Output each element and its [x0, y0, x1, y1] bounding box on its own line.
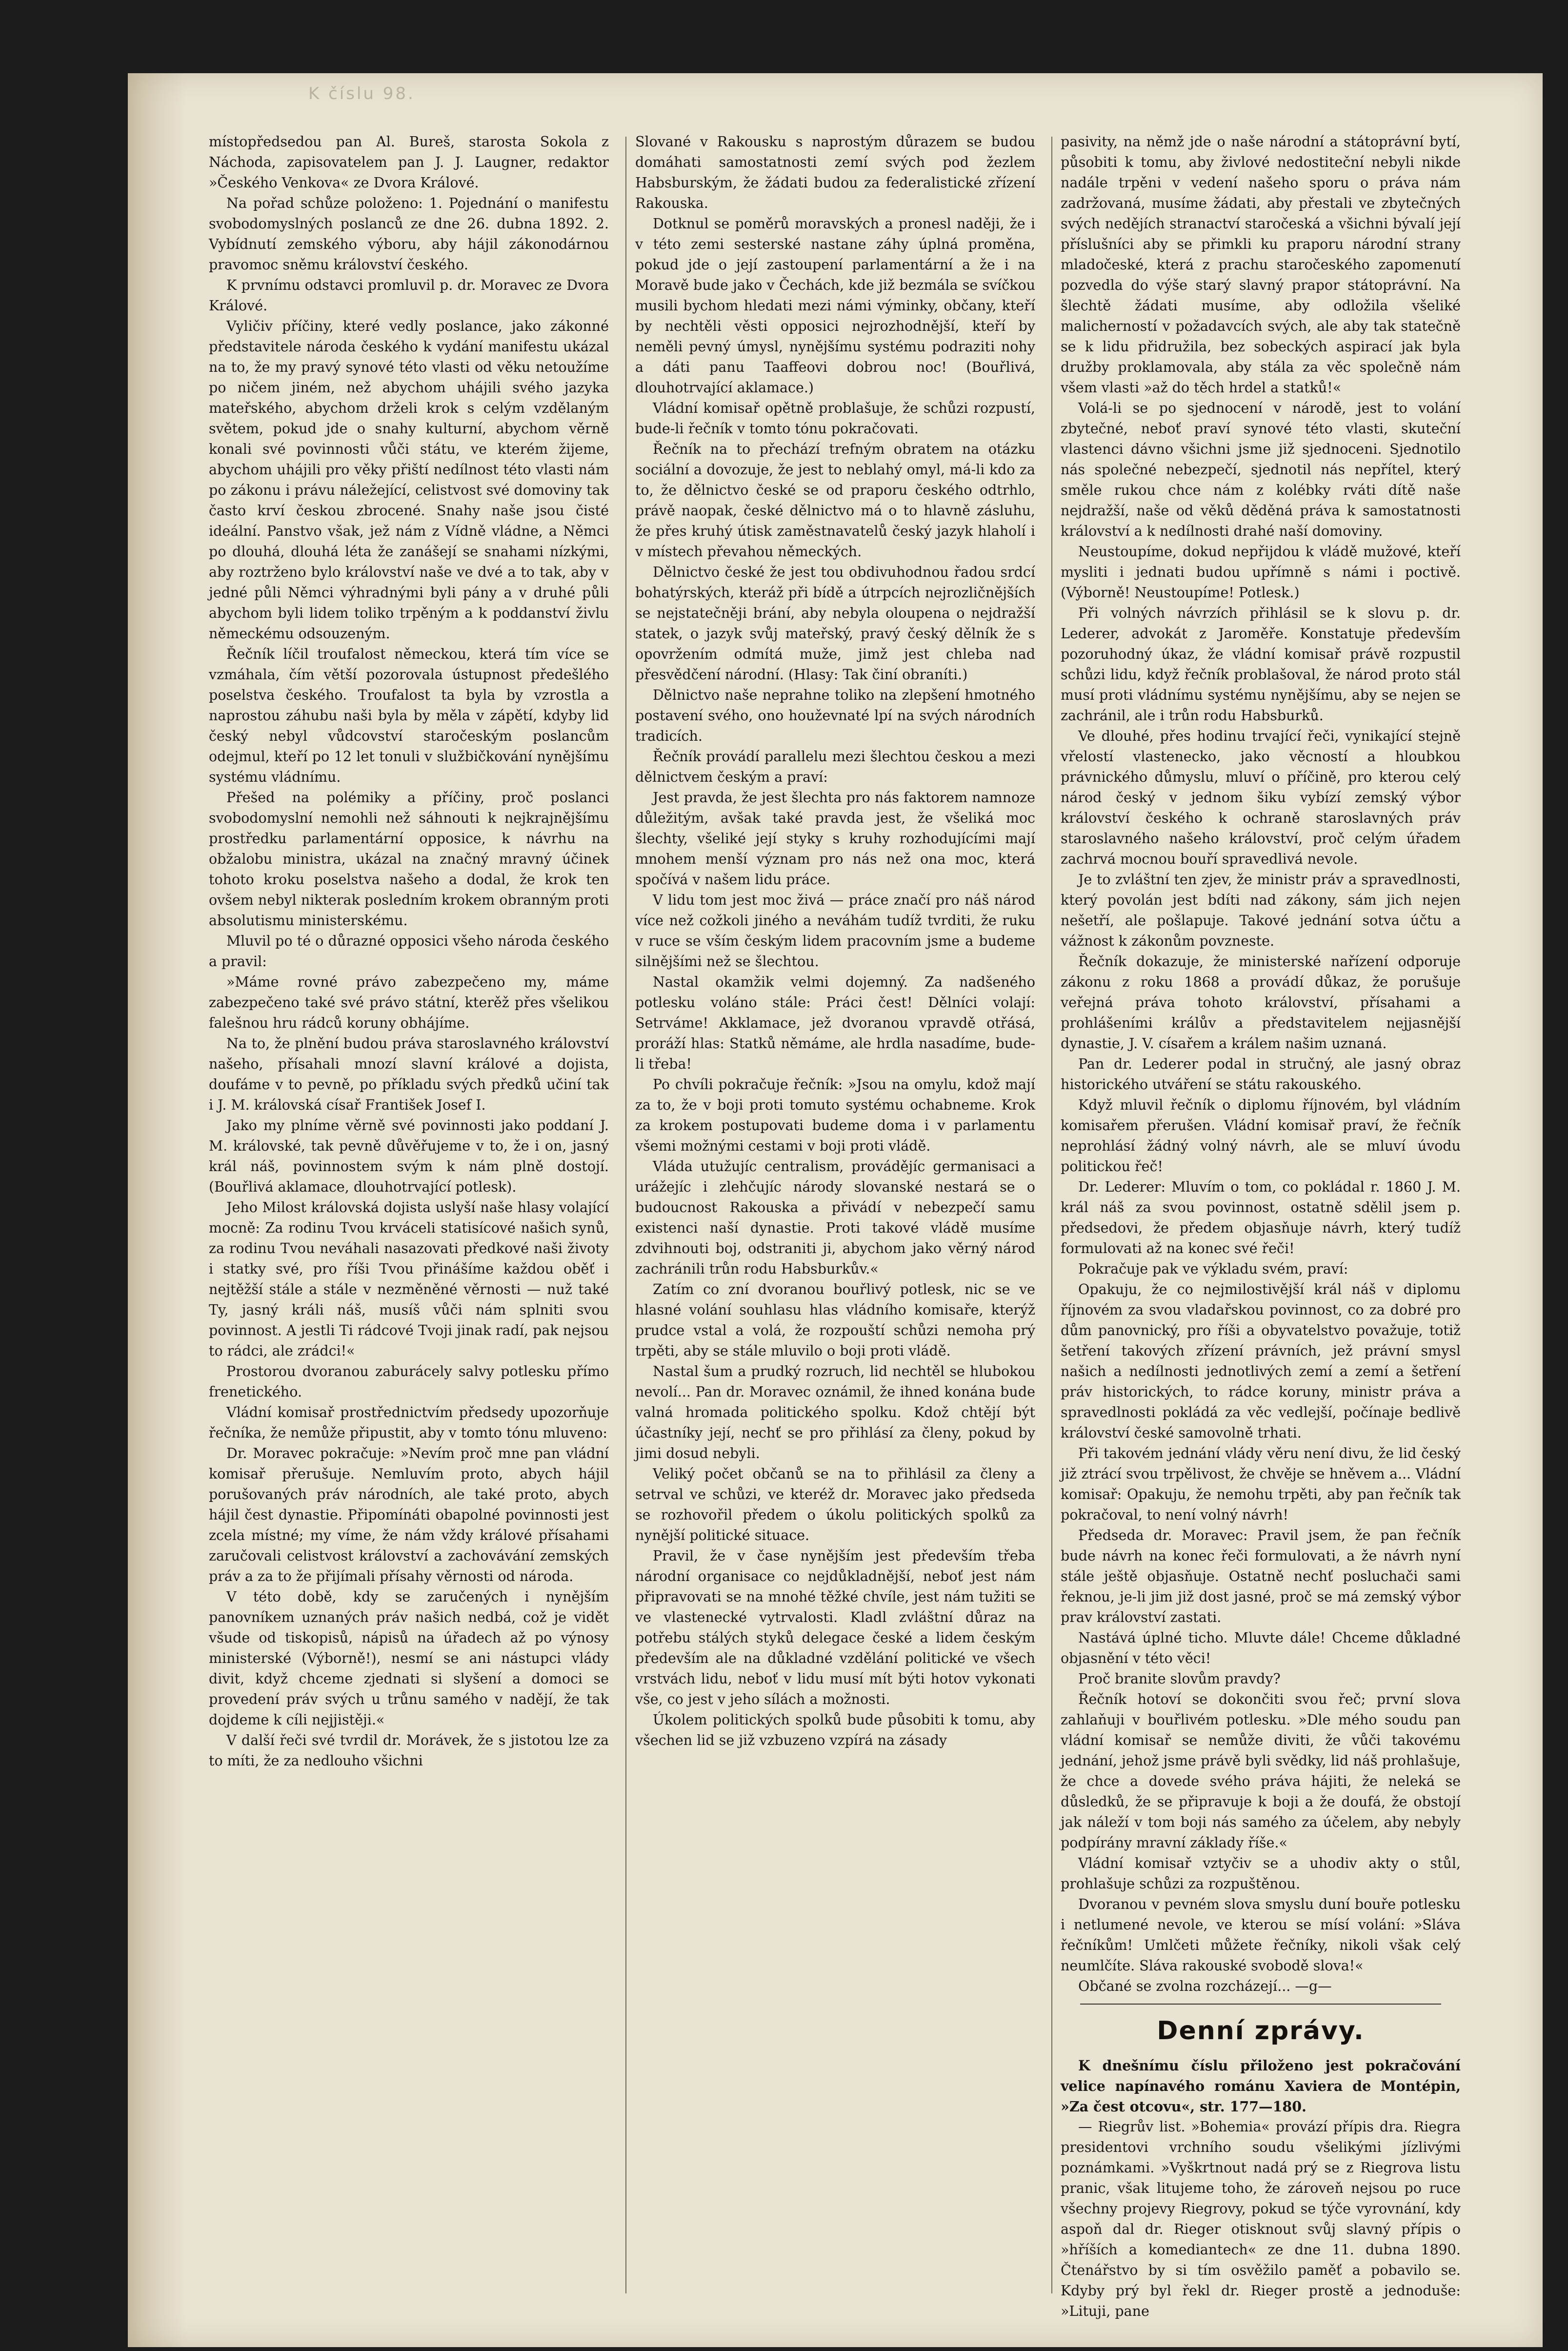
article-paragraph: Řečník na to přechází trefným obratem na otázku sociální a dovozuje, že jest to neblahý omyl, má-li kdo za to, že dělnictvo české se od praporu českého odtrhlo, právě naopak, české dělnictvo má o to hlavně zásluhu, že přes kruhý útisk zaměstnavatelů český jazyk hlaholí i v místech převahou německých.: [635, 441, 1035, 560]
section-title: Denní zprávy.: [1157, 2016, 1365, 2046]
column-divider: [1051, 137, 1052, 2293]
article-paragraph: Dvoranou v pevném slova smyslu duní bouře potlesku i netlumené nevole, ve kterou se mísí volání: »Sláva řečníkům! Umlčeti můžete řečníky, nikoli však celý neumlčíte. Sláva rakouské svobodě slova!«: [1061, 1896, 1461, 1974]
article-paragraph: Vyličiv příčiny, které vedly poslance, jako zákonné představitele národa českého k vydání manifestu ukázal na to, že my pravý synové této vlasti od věku netoužíme po ničem jiném, než abychom uhájili svého jazyka mateřského, abychom drželi krok s celým vzdělaným světem, pokud jde o snahy kulturní, abychom věrně konali své povinnosti vůči státu, ve kterém žijeme, abychom uhájili pro věky přiští nedílnost této vlasti nám po zákonu i právu náležející, celistvost své domoviny tak často krví českou zbrocené. Snahy naše jsou čisté ideální. Panstvo však, jež nám z Vídně vládne, a Němci po dlouhá, dlouhá léta že zanášejí se snahami nízkými, aby roztrženo bylo království naše ve dvé a to tak, aby v jedné půli Němci výhradnými byli pány a v druhé půli abychom byli lidem toliko trpěným a k poddanství živlu německému odsouzeným.: [209, 318, 609, 642]
article-paragraph: Vládní komisař opětně problašuje, že schůzi rozpustí, bude-li řečník v tomto tónu pokračovati.: [635, 400, 1035, 437]
article-paragraph: Řečník líčil troufalost německou, která tím více se vzmáhala, čím větší pozorovala ústupnost předešlého poselstva českého. Troufalost ta byla by vzrostla a naprostou záhubu naši byla by měla v zápětí, kdyby lid český nebyl vůdcovství staročeským poslancům odejmul, kteří po 12 let tonuli v službičkování nynějšímu systému vládnímu.: [209, 646, 609, 785]
article-paragraph: Dotknul se poměrů moravských a pronesl naději, že i v této zemi sesterské nastane záhy úplná proměna, pokud jde o její zastoupení parlamentární a že i na Moravě bude jako v Čechách, kde již bezmála se svíčkou musili bychom hledati mezi námi výminky, občany, kteří by nechtěli věsti opposici nejrozhodnější, kteří by neměli pevný úmysl, nynějšímu systému podraziti nohy a dáti panu Taaffeovi dobrou noc! (Bouřlivá, dlouhotrvající aklamace.): [635, 216, 1035, 396]
article-paragraph: Vládní komisař prostřednictvím předsedy upozorňuje řečníka, že nemůže připustit, aby v tomto tónu mluveno:: [209, 1404, 609, 1441]
article-paragraph: Přešed na polémiky a příčiny, proč poslanci svobodomyslní nemohli než sáhnouti k nejkrajnějšímu prostředku parlamentární opposice, k návrhu na obžalobu ministra, ukázal na značný mravný účinek tohoto kroku poselstva našeho a dodal, že krok ten ovšem nebyl nikterak posledním krokem obranným proti absolutismu ministerskému.: [209, 790, 609, 929]
article-paragraph: Je to zvláštní ten zjev, že ministr práv a spravedlnosti, který povolán jest bdíti nad zákony, sám jich nejen nešetří, ale pošlapuje. Takové jednání sotva účtu a vážnost k zákonům povzneste.: [1061, 871, 1461, 949]
page-number: K číslu 98.: [308, 84, 415, 103]
article-paragraph: Úkolem politických spolků bude působiti k tomu, aby všechen lid se již vzbuzeno vzpírá na zásady: [635, 1712, 1035, 1748]
article-paragraph: »Máme rovné právo zabezpečeno my, máme zabezpečeno také své právo státní, kterěž přes všelikou falešnou hru rádců koruny obhájíme.: [209, 974, 609, 1031]
article-paragraph: V této době, kdy se zaručených i nynějším panovníkem uznaných práv našich nedbá, což je vidět všude od tiskopisů, nápisů na úřadech až po výnosy ministerské (Výborně!), nesmí se ani nástupci vlády divit, když chceme zjednati si slyšení a domoci se provedení práv svých u trůnu samého v nadějí, že tak dojdeme k cíli nejjistěji.«: [209, 1589, 609, 1728]
article-paragraph: Nastal okamžik velmi dojemný. Za nadšeného potlesku voláno stále: Práci čest! Dělníci volají: Setrváme! Akklamace, jež dvoranou vpravdě otřásá, proráží hlas: Statků němáme, ale hrdla nasadíme, bude-li třeba!: [635, 974, 1035, 1072]
newspaper-page: [128, 73, 1543, 2347]
article-column-right: [1061, 132, 1461, 2319]
article-paragraph: pasivity, na němž jde o naše národní a státoprávní bytí, působiti k tomu, aby živlové nedostiteční nebyli nikde nadále trpěni v vedení našeho sporu o práva nám zadržovaná, musíme žádati, aby přestali ve zbytečných svých nedějích stranactví staročeská a všichni bývalí její příslušníci aby se přimkli ku praporu národní strany mladočeské, která z prachu staročeského zapomenutí pozvedla do výše starý slavný prapor státoprávní. Na šlechtě žádati musíme, aby odložila všeliké malicherností v požadavcích svých, ale aby tak statečně se k lidu přidružila, bez sobeckých aspirací jak byla družby proklamovala, aby stála za věc společně nám všem vlasti »až do těch hrdel a statků!«: [1061, 134, 1461, 396]
article-paragraph: Řečník hotoví se dokončiti svou řeč; první slova zahlaňuji v bouřlivém potlesku. »Dle mého soudu pan vládní komisař se nemůže diviti, že vůči takovému jednání, jehož jsme právě byli svědky, lid náš prohlašuje, že chce a dovede svého práva hájiti, že neleká se důsledků, že se připravuje k boji a že doufá, že obstojí jak náleží v tom boji nás samého za účelem, aby nebyly podpírány mravní základy říše.«: [1061, 1691, 1461, 1851]
article-paragraph: Po chvíli pokračuje řečník: »Jsou na omylu, kdož mají za to, že v boji proti tomuto systému ochabneme. Krok za krokem postupovati budeme doma i v parlamentu všemi možnými cestami v boji proti vládě.: [635, 1076, 1035, 1154]
article-paragraph: Pan dr. Lederer podal in stručný, ale jasný obraz historického utváření se státu rakouského.: [1061, 1056, 1461, 1093]
article-paragraph: Vláda utužujíc centralism, provádějíc germanisaci a urážejíc i zlehčujíc národy slovanské nestará se o budoucnost Rakouska a přivádí v nebezpečí samu existenci naší dynastie. Proti takové vládě musíme zdvihnouti boj, odstraniti ji, abychom jako věrný národ zachránili trůn rodu Habsburkův.«: [635, 1158, 1035, 1277]
article-paragraph: Neustoupíme, dokud nepřijdou k vládě mužové, kteří mysliti i jednati budou upřímně s námi i poctivě. (Výborně! Neustoupíme! Potlesk.): [1061, 544, 1461, 601]
section-divider: [1080, 2004, 1441, 2005]
article-paragraph: Vládní komisař vztyčiv se a uhodiv akty o stůl, prohlašuje schůzi za rozpuštěnou.: [1061, 1855, 1461, 1892]
article-paragraph: Veliký počet občanů se na to přihlásil za členy a setrval ve schůzi, ve kteréž dr. Moravec jako předseda se rozhovořil předem o úkolu politických spolků za nynější politické situace.: [635, 1466, 1035, 1543]
article-paragraph: Prostorou dvoranou zaburácely salvy potlesku přímo frenetického.: [209, 1363, 609, 1400]
article-paragraph: Na to, že plnění budou práva staroslavného království našeho, přísahali mnozí slavní králové a dojista, doufáme v to pevně, po příkladu svých předků učiní tak i J. M. královská císař František Josef I.: [209, 1035, 609, 1113]
article-paragraph: Občané se zvolna rozcházejí... —g—: [1078, 1978, 1332, 1994]
article-paragraph: Jako my plníme věrně své povinnosti jako poddaní J. M. královské, tak pevně důvěřujeme v to, že i on, jasný král náš, povinnostem svým k nám plně dostojí. (Bouřlivá aklamace, dlouhotrvající potlesk).: [209, 1117, 609, 1195]
article-paragraph: Když mluvil řečník o diplomu říjnovém, byl vládním komisařem přerušen. Vládní komisař praví, že řečník neprohlásí žádný volný návrh, ale se mluví úvodu politickou řeč!: [1061, 1097, 1461, 1175]
article-paragraph: Dr. Lederer: Mluvím o tom, co pokládal r. 1860 J. M. král náš za svou povinnost, ostatně sdělil jsem p. předsedovi, že předem objasňuje návrh, který tudíž formulovati až na konec své řeči!: [1061, 1179, 1461, 1257]
article-paragraph: Slované v Rakousku s naprostým důrazem se budou domáhati samostatnosti zemí svých pod žezlem Habsburským, že žádati budou za federalistické zřízení Rakouska.: [635, 134, 1035, 211]
article-column-middle: [635, 132, 1035, 2308]
article-column-left: [209, 132, 609, 2308]
article-paragraph: Jest pravda, že jest šlechta pro nás faktorem namnoze důležitým, avšak také pravda jest, že všeliká moc šlechty, všeliké její styky s kruhy rozhodujícími mají mnohem menší význam pro nás než ona moc, která spočívá v našem lidu práce.: [635, 790, 1035, 888]
article-paragraph: — Riegrův list. »Bohemia« provází přípis dra. Riegra presidentovi vrchního soudu všelikými jízlivými poznámkami. »Vyškrtnout nadá prý se z Riegrova listu pranic, však litujeme toho, že zároveň nejsou po ruce všechny projevy Riegrovy, pokud se týče vyrovnání, kdy aspoň dal dr. Rieger otisknout svůj slavný přípis o »hříších a komediantech« ze dne 11. dubna 1890. Čtenářstvo by si tím osvěžilo paměť a pobavilo se. Kdyby prý byl řekl dr. Rieger prostě a jednoduše: »Lituji, pane: [1061, 2119, 1461, 2319]
article-paragraph: K dnešnímu číslu přiloženo jest pokračování velice napínavého románu Xaviera de Montépin, »Za čest otcovu«, str. 177—180.: [1061, 2057, 1461, 2115]
article-paragraph: V lidu tom jest moc živá — práce značí pro náš národ více než cožkoli jiného a neváhám tudíž tvrditi, že ruku v ruce se vším českým lidem pracovním jsme a budeme silnějšími než se šlechtou.: [635, 892, 1035, 970]
article-paragraph: Řečník provádí parallelu mezi šlechtou českou a mezi dělnictvem českým a praví:: [635, 749, 1035, 785]
article-paragraph: Dělnictvo naše neprahne toliko na zlepšení hmotného postavení svého, ono houževnaté lpí na svých národních tradicích.: [635, 687, 1035, 744]
article-paragraph: Pokračuje pak ve výkladu svém, praví:: [1078, 1261, 1348, 1277]
article-paragraph: Volá-li se po sjednocení v národě, jest to volání zbytečné, neboť praví synové této vlasti, skuteční vlastenci dávno všichni jsme již sjednoceni. Sjednotilo nás společné nebezpečí, sjednotil nás nepřítel, který směle rukou chce nám z kolébky rváti dítě naše nejdražší, naše od věků děděná práva k samostatnosti království a k nedílnosti drahé naší domoviny.: [1061, 400, 1461, 539]
column-divider: [625, 137, 626, 2293]
article-paragraph: Pravil, že v čase nynějším jest především třeba národní organisace co nejdůkladnější, neboť jest nám připravovati se na mnohé těžké chvíle, jest nám tužiti se ve vlastenecké vytrvalosti. Kladl zvláštní důraz na potřebu stálých styků delegace české a lidem českým především ale na důkladné vzdělání politické ve všech vrstvách lidu, neboť v lidu musí mít býti hotov vykonati vše, co jest v jeho sílách a možnosti.: [635, 1548, 1035, 1707]
article-paragraph: Proč branite slovům pravdy?: [1078, 1671, 1281, 1687]
article-paragraph: Nastává úplné ticho. Mluvte dále! Chceme důkladné objasnění v této věci!: [1061, 1630, 1461, 1666]
article-paragraph: Řečník dokazuje, že ministerské nařízení odporuje zákonu z roku 1868 a provádí důkaz, že porušuje veřejná práva tohoto království, přísahami a prohlášeními králův a představitelem nejjasnější dynastie, J. V. císařem a králem našim uznaná.: [1061, 953, 1461, 1052]
article-paragraph: Při takovém jednání vlády věru není divu, že lid český již ztrácí svou trpělivost, že chvěje se hněvem a... Vládní komisař: Opakuju, že nemohu trpěti, aby pan řečník tak pokračoval, to není volný návrh!: [1061, 1445, 1461, 1523]
article-paragraph: Nastal šum a prudký rozruch, lid nechtěl se hlubokou nevolí... Pan dr. Moravec oznámil, že ihned konána bude valná hromada politického spolku. Kdož chtějí být účastníky její, nechť se pro přihlásí za členy, pokud by jimi dosud nebyli.: [635, 1363, 1035, 1461]
article-paragraph: Při volných návrzích přihlásil se k slovu p. dr. Lederer, advokát z Jaroměře. Konstatuje především pozoruhodný úkaz, že vládní komisař právě rozpustil schůzi lidu, když řečník problašoval, že národ proto stál musí proti vládnímu systému nynějšímu, aby se nejen se zachránil, ale i trůn rodu Habsburků.: [1061, 605, 1461, 724]
article-paragraph: Mluvil po té o důrazné opposici všeho národa českého a pravil:: [209, 933, 609, 970]
article-paragraph: Ve dlouhé, přes hodinu trvající řeči, vynikající stejně vřelostí vlastenecko, jako věcností a hloubkou právnického důmyslu, mluví o příčině, pro kterou celý národ český v jednom šiku vybízí zemský výbor království českého k ochraně staroslavných práv staroslavného našeho království, proč celým úřadem zachrvá mocnou bouří spravedlivá nevole.: [1061, 728, 1461, 867]
article-paragraph: Dělnictvo české že jest tou obdivuhodnou řadou srdcí bohatýrských, kteráž při bídě a útrpcích nejrozličnějších se nejstatečněji brání, aby nebyla oloupena o nejdražší statek, o jazyk svůj mateřský, pravý český dělník že s opovržením odmítá muže, jimž jest chleba nad přesvědčení národní. (Hlasy: Tak činí obraníti.): [635, 564, 1035, 683]
article-paragraph: Na pořad schůze položeno: 1. Pojednání o manifestu svobodomyslných poslanců ze dne 26. dubna 1892. 2. Vybídnutí zemského výboru, aby hájil zákonodárnou pravomoc sněmu království českého.: [209, 195, 609, 273]
article-paragraph: Předseda dr. Moravec: Pravil jsem, že pan řečník bude návrh na konec řeči formulovati, a že návrh nyní stále ještě objasňuje. Ostatně nechť posluchači sami řeknou, je-li jim již dost jasné, proč se má zemský výbor prav království zastati.: [1061, 1527, 1461, 1625]
article-paragraph: K prvnímu odstavci promluvil p. dr. Moravec ze Dvora Králové.: [209, 277, 609, 314]
page-edge-stain: [128, 73, 186, 2347]
article-paragraph: Opakuju, že co nejmilostivější král náš v diplomu říjnovém za svou vladařskou povinnost, co za dobré pro dům panovnický, pro říši a obyvatelstvo považuje, totiž šetření takových zřízení právních, jež právní smysl našich a nedílnosti jednotlivých zemí a zemí a šetření práv historických, to rádce koruny, ministr práva a spravedlnosti pokládá za věc vedlejší, počínaje bedlivě království české samovolně trhati.: [1061, 1281, 1461, 1441]
article-paragraph: místopředsedou pan Al. Bureš, starosta Sokola z Náchoda, zapisovatelem pan J. J. Laugner, redaktor »Českého Venkova« ze Dvora Králové.: [209, 134, 609, 191]
article-paragraph: Jeho Milost královská dojista uslyší naše hlasy volající mocně: Za rodinu Tvou krváceli statisícové našich synů, za rodinu Tvou neváhali nasazovati předkové naši životy i statky své, pro říši Tvou přinášíme každou oběť i nejtěžší stále a stále v nezměněné věrnosti — nuž také Ty, jasný králi náš, musíš vůči nám splniti svou povinnost. A jestli Ti rádcové Tvoji jinak radí, pak nejsou to rádci, ale zrádci!«: [209, 1199, 609, 1359]
article-paragraph: Dr. Moravec pokračuje: »Nevím proč mne pan vládní komisař přerušuje. Nemluvím proto, abych hájil porušovaných práv národních, ale také proto, abych hájil čest dynastie. Připomínáti obapolné povinnosti jest zcela místné; my víme, že nám vždy králové přísahami zaručovali celistvost království a zachovávání zemských práv a za to že přijímali přísahy věrnosti od národa.: [209, 1445, 609, 1584]
article-paragraph: V další řeči své tvrdil dr. Morávek, že s jistotou lze za to míti, že za nedlouho všichni: [209, 1732, 609, 1769]
article-paragraph: Zatím co zní dvoranou bouřlivý potlesk, nic se ve hlasné volání souhlasu hlas vládního komisaře, kterýž prudce vstal a volá, že rozpouští schůzi nemoha prý trpěti, aby se stále mluvilo o boji proti vládě.: [635, 1281, 1035, 1359]
